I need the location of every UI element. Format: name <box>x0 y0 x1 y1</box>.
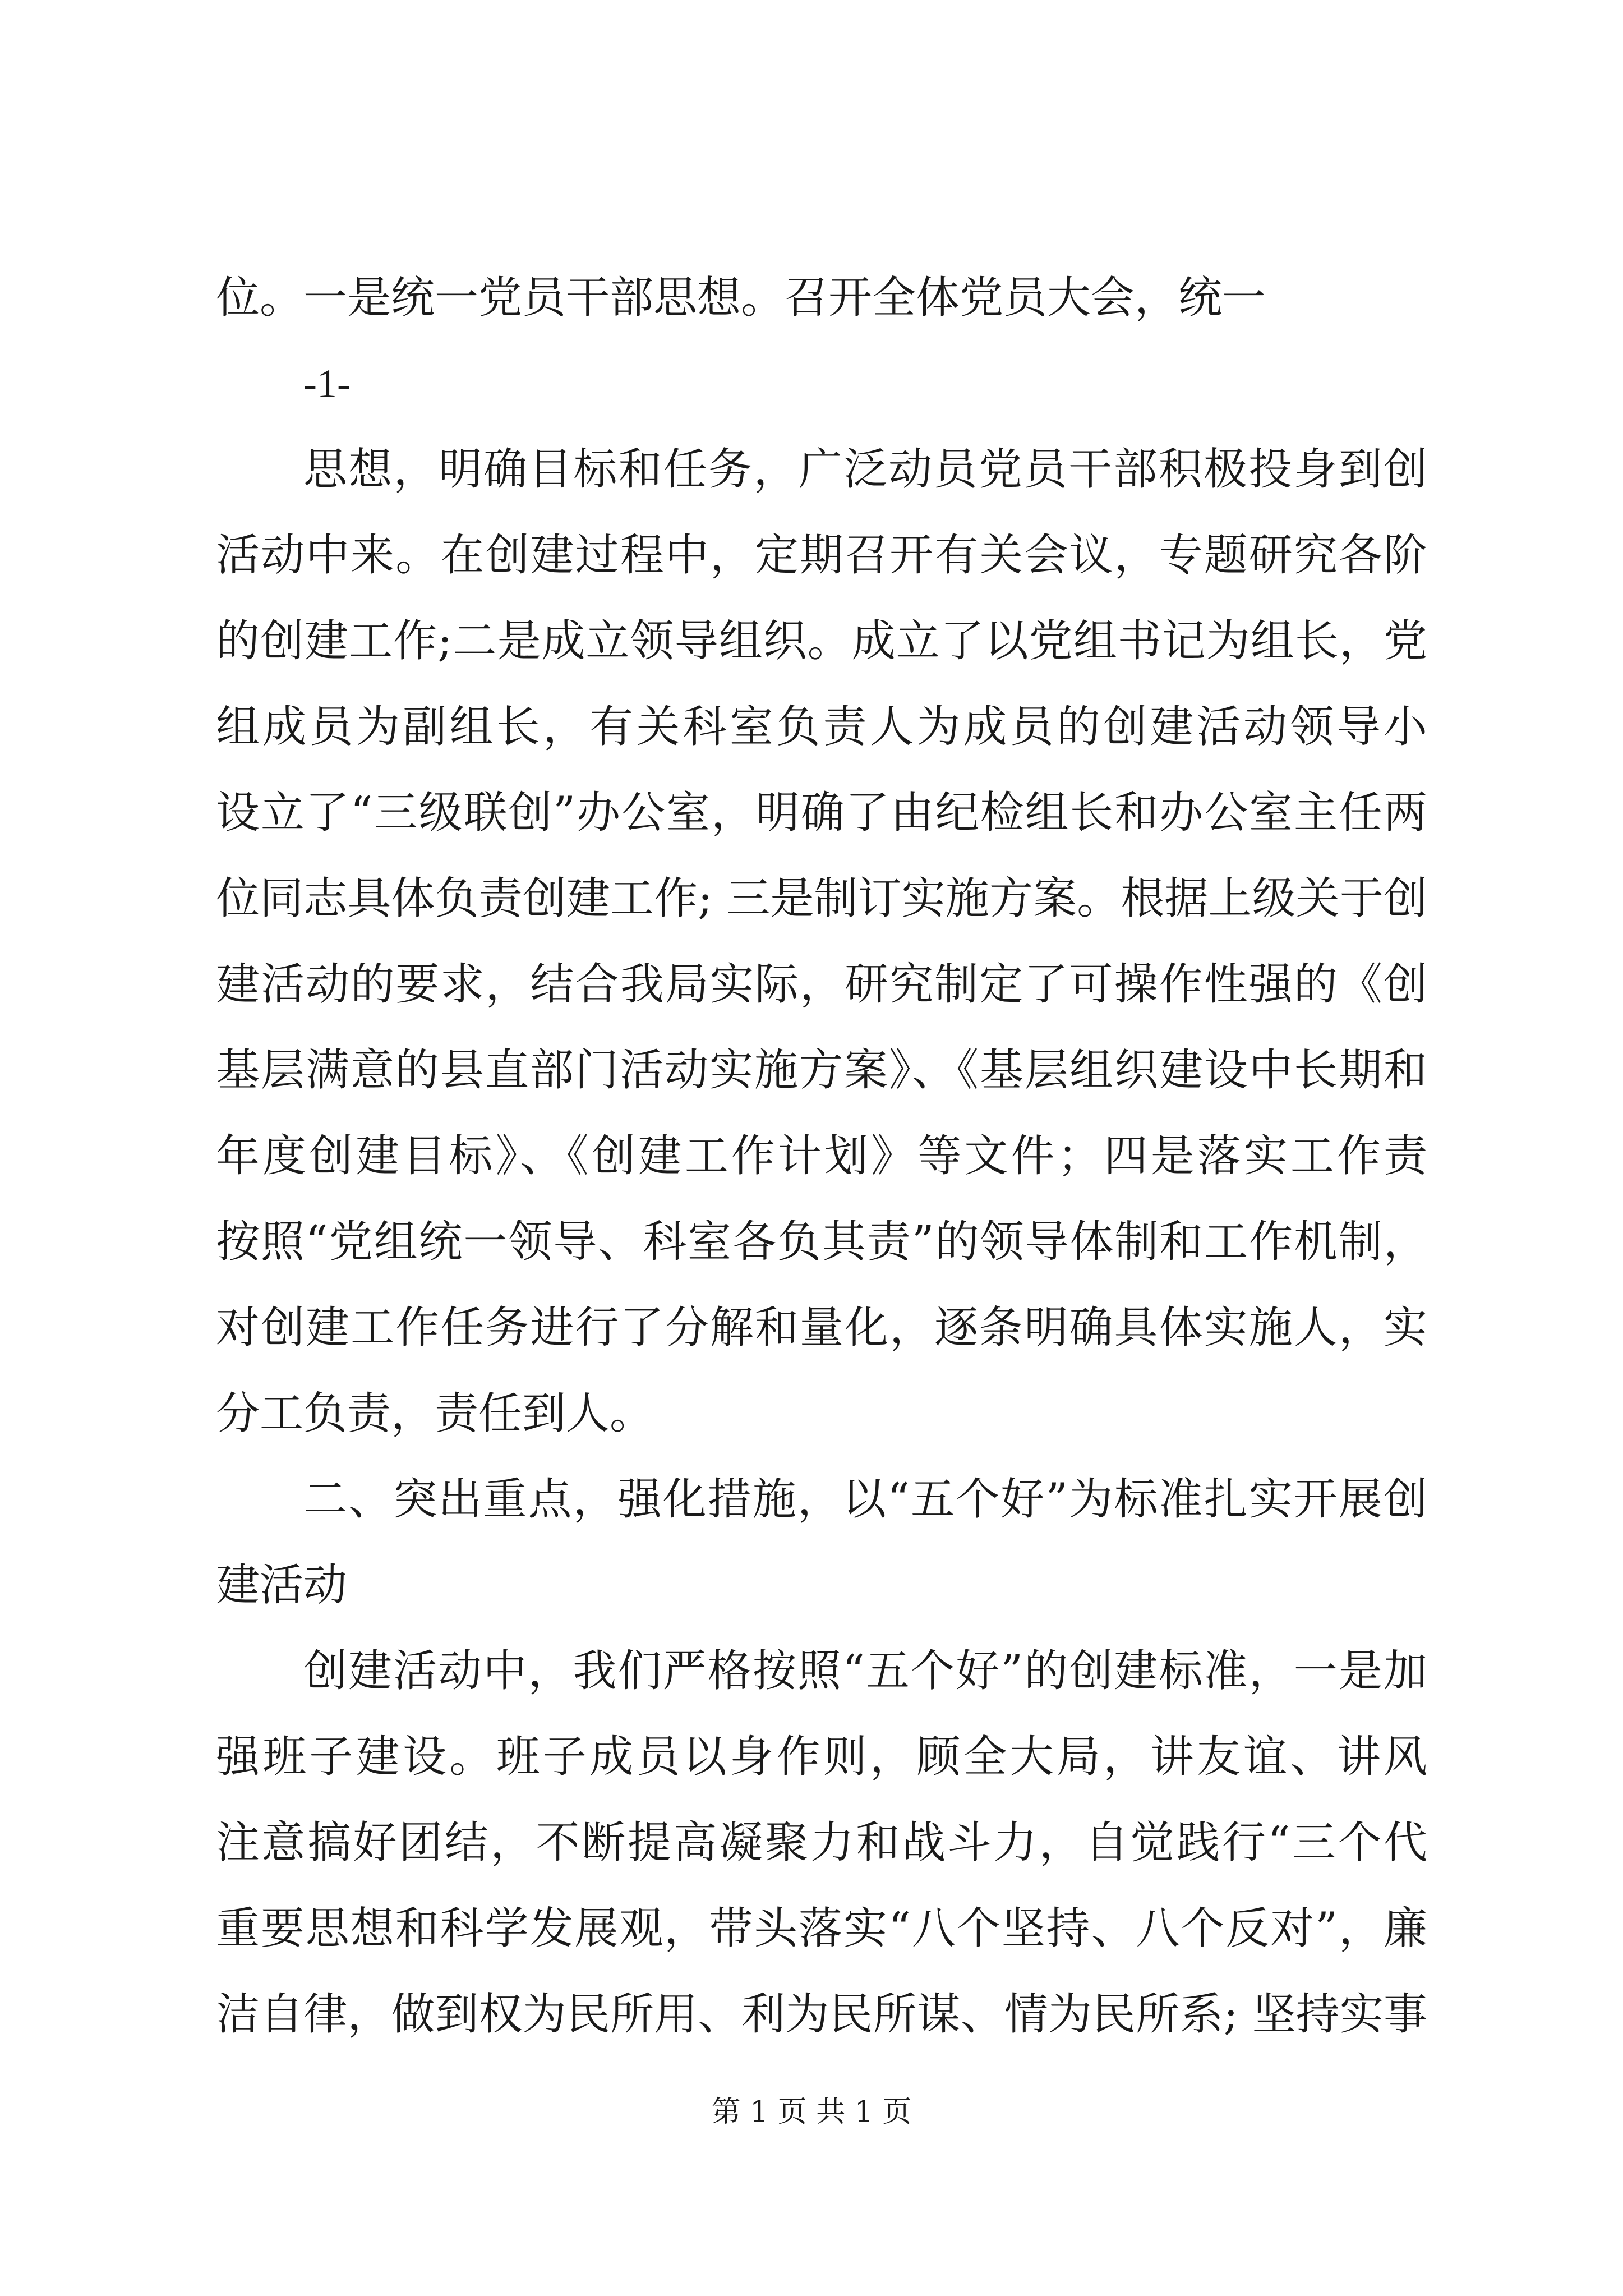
text-line: 强班子建设。班子成员以身作则，顾全大局，讲友谊、讲风 <box>216 1732 1427 1782</box>
text-line: 洁自律，做到权为民所用、利为民所谋、情为民所系; 坚持实事 <box>216 1989 1427 2040</box>
text-line: 重要思想和科学发展观，带头落实“八个坚持、八个反对”，廉 <box>216 1903 1427 1954</box>
text-line: 的创建工作;二是成立领导组织。成立了以党组书记为组长，党 <box>216 616 1427 666</box>
text-line: 设立了“三级联创”办公室，明确了由纪检组长和办公室主任两 <box>216 788 1427 838</box>
document-body <box>216 255 1427 2058</box>
page-number-mark: -1- <box>303 361 351 406</box>
text-line: 组成员为副组长，有关科室负责人为成员的创建活动领导小 <box>216 702 1427 752</box>
text-line: 创建活动中，我们严格按照“五个好”的创建标准，一是加 <box>303 1646 1427 1696</box>
text-line: 对创建工作任务进行了分解和量化，逐条明确具体实施人，实 <box>216 1303 1427 1353</box>
text-line: 位同志具体负责创建工作; 三是制订实施方案。根据上级关于创 <box>216 873 1427 924</box>
section-heading-cont: 建活动 <box>216 1560 348 1611</box>
text-line: 建活动的要求，结合我局实际，研究制定了可操作性强的《创 <box>216 959 1427 1010</box>
text-line: 基层满意的县直部门活动实施方案》、《基层组织建设中长期和 <box>216 1045 1427 1096</box>
text-line: 注意搞好团结，不断提高凝聚力和战斗力，自觉践行“三个代 <box>216 1818 1427 1868</box>
page-footer: 第 1 页 共 1 页 <box>711 2095 912 2129</box>
text-line: 位。一是统一党员干部思想。召开全体党员大会，统一 <box>216 273 1266 323</box>
text-line: 分工负责，责任到人。 <box>216 1388 654 1439</box>
text-line: 按照“党组统一领导、科室各负其责”的领导体制和工作机制， <box>216 1217 1427 1267</box>
section-heading: 二、突出重点，强化措施，以“五个好”为标准扎实开展创 <box>303 1474 1427 1525</box>
text-line: 思想，明确目标和任务，广泛动员党员干部积极投身到创 <box>303 444 1427 495</box>
text-line: 年度创建目标》、《创建工作计划》等文件；四是落实工作责 <box>216 1131 1427 1181</box>
text-line: 活动中来。在创建过程中，定期召开有关会议，专题研究各阶 <box>216 530 1427 581</box>
